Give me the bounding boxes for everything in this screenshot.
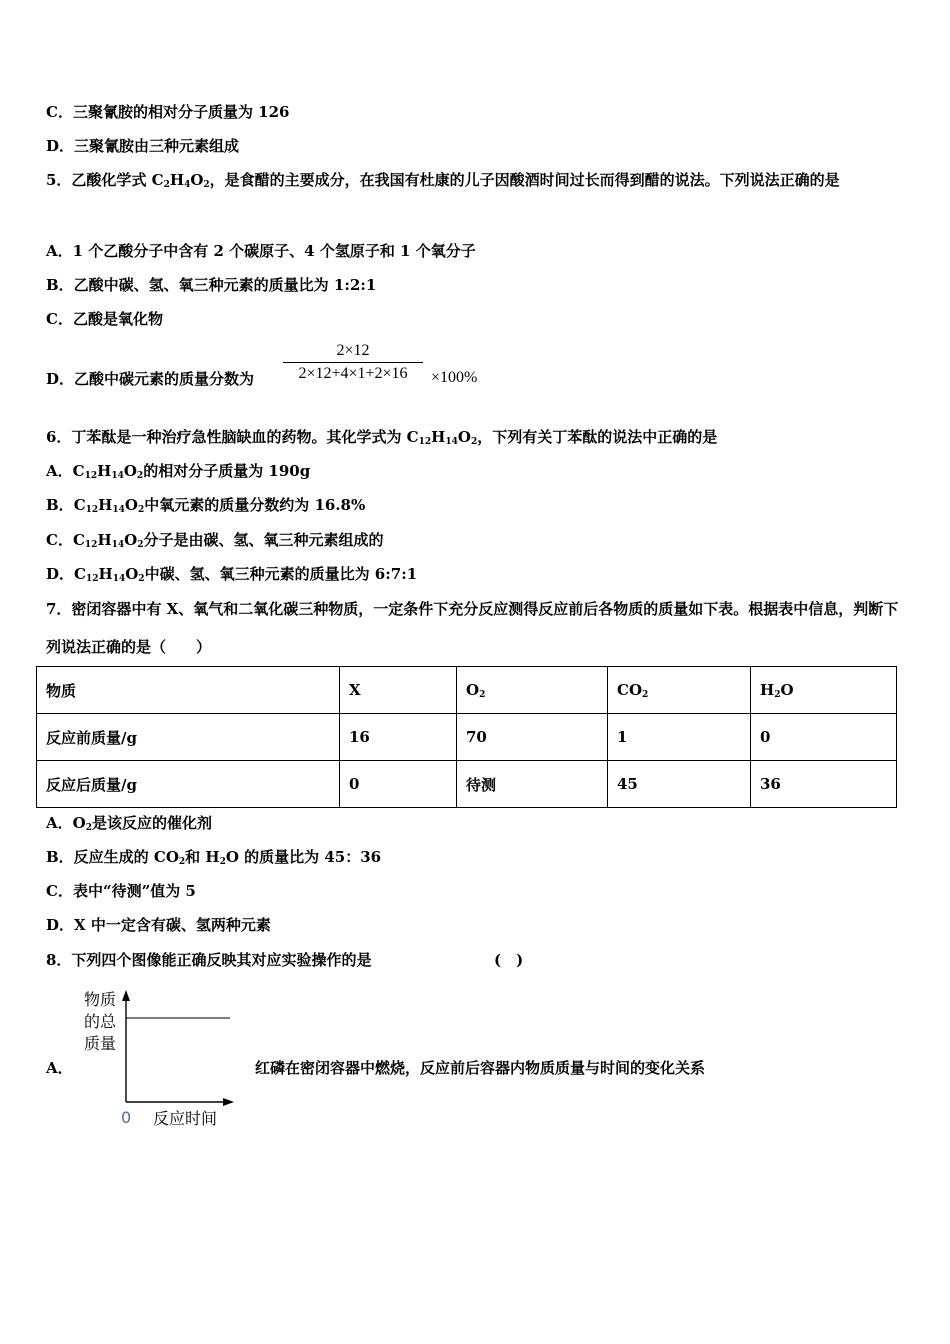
q7-option-a: A．$O_2$是该反应的催化剂 bbox=[46, 814, 212, 833]
table-row bbox=[37, 761, 897, 808]
fraction-percent: ×100% bbox=[431, 369, 478, 386]
q7-option-c: C．表中“待测”值为 5 bbox=[46, 882, 196, 900]
table-cell: 45 bbox=[608, 761, 751, 808]
table-header-cell: $CO_2$ bbox=[608, 667, 751, 714]
table-header-cell: $H_2O$ bbox=[751, 667, 897, 714]
table-cell: 反应前质量/g bbox=[37, 714, 340, 761]
q8-option-a-label: A． bbox=[46, 1059, 73, 1077]
q4-option-c: C．三聚氰胺的相对分子质量为 126 bbox=[46, 103, 290, 121]
q8-chart bbox=[60, 980, 260, 1140]
table-header-cell: $O_2$ bbox=[457, 667, 608, 714]
x-axis-label: 反应时间 bbox=[153, 1109, 218, 1128]
q8-answer-paren: ( ) bbox=[494, 951, 524, 969]
q5-option-b: B．乙酸中碳、氢、氧三种元素的质量比为 1:2:1 bbox=[46, 276, 377, 294]
q5-option-a: A．1 个乙酸分子中含有 2 个碳原子、4 个氢原子和 1 个氧分子 bbox=[46, 242, 476, 260]
q8-stem: 8．下列四个图像能正确反映其对应实验操作的是 bbox=[46, 951, 372, 969]
table-cell: 70 bbox=[457, 714, 608, 761]
q7-stem: 7．密闭容器中有 X、氧气和二氧化碳三种物质，一定条件下充分反应测得反应前后各物质的质量如下表。根据表中信息，判断下列说法正确的是（ ） bbox=[46, 600, 899, 656]
table-header-cell: 物质 bbox=[37, 667, 340, 714]
mass-table bbox=[36, 666, 897, 808]
y-axis-arrow bbox=[122, 990, 130, 1001]
q8-option-a-description: 红磷在密闭容器中燃烧，反应前后容器内物质质量与时间的变化关系 bbox=[255, 1059, 706, 1077]
table-cell: 0 bbox=[340, 761, 457, 808]
q5-option-d: D．乙酸中碳元素的质量分数为 bbox=[46, 370, 255, 388]
x-axis-arrow bbox=[223, 1098, 234, 1106]
table-header-cell: X bbox=[340, 667, 457, 714]
q6-option-a: A．$C_{12}H_{14}O_2$的相对分子质量为 190g bbox=[46, 462, 311, 481]
q5-option-c: C．乙酸是氧化物 bbox=[46, 310, 163, 328]
q5-fraction bbox=[283, 342, 423, 383]
table-header-row bbox=[37, 667, 897, 714]
table-cell: 1 bbox=[608, 714, 751, 761]
q5-stem: 5．乙酸化学式 $C_2H_4O_2$，是食醋的主要成分，在我国有杜康的儿子因酸酒时间过长而得到醋的说法。下列说法正确的是 bbox=[46, 171, 840, 190]
q7-option-b: B．反应生成的 $CO_2$和 $H_2O$ 的质量比为 45：36 bbox=[46, 848, 382, 867]
y-axis-label-line: 的总 bbox=[84, 1012, 117, 1031]
origin-label: 0 bbox=[121, 1108, 132, 1127]
table-cell: 36 bbox=[751, 761, 897, 808]
fraction-numerator: 2×12 bbox=[283, 342, 423, 363]
q4-option-d: D．三聚氰胺由三种元素组成 bbox=[46, 137, 240, 155]
fraction-denominator: 2×12+4×1+2×16 bbox=[298, 365, 408, 382]
q6-option-d: D．$C_{12}H_{14}O_2$中碳、氢、氧三种元素的质量比为 6:7:1 bbox=[46, 565, 418, 584]
table-cell: 16 bbox=[340, 714, 457, 761]
table-cell: 0 bbox=[751, 714, 897, 761]
q6-option-b: B．$C_{12}H_{14}O_2$中氧元素的质量分数约为 16.8% bbox=[46, 496, 366, 515]
y-axis-label-line: 质量 bbox=[84, 1034, 117, 1053]
table-cell: 待测 bbox=[457, 761, 608, 808]
q6-option-c: C．$C_{12}H_{14}O_2$分子是由碳、氢、氧三种元素组成的 bbox=[46, 531, 384, 550]
table-row bbox=[37, 714, 897, 761]
q7-option-d: D．X 中一定含有碳、氢两种元素 bbox=[46, 916, 271, 934]
q6-stem: 6．丁苯酞是一种治疗急性脑缺血的药物。其化学式为 $C_{12}H_{14}O_2$，下列有关丁苯酞的说法中正确的是 bbox=[46, 428, 718, 447]
y-axis-label-line: 物质 bbox=[84, 990, 117, 1009]
table-cell: 反应后质量/g bbox=[37, 761, 340, 808]
